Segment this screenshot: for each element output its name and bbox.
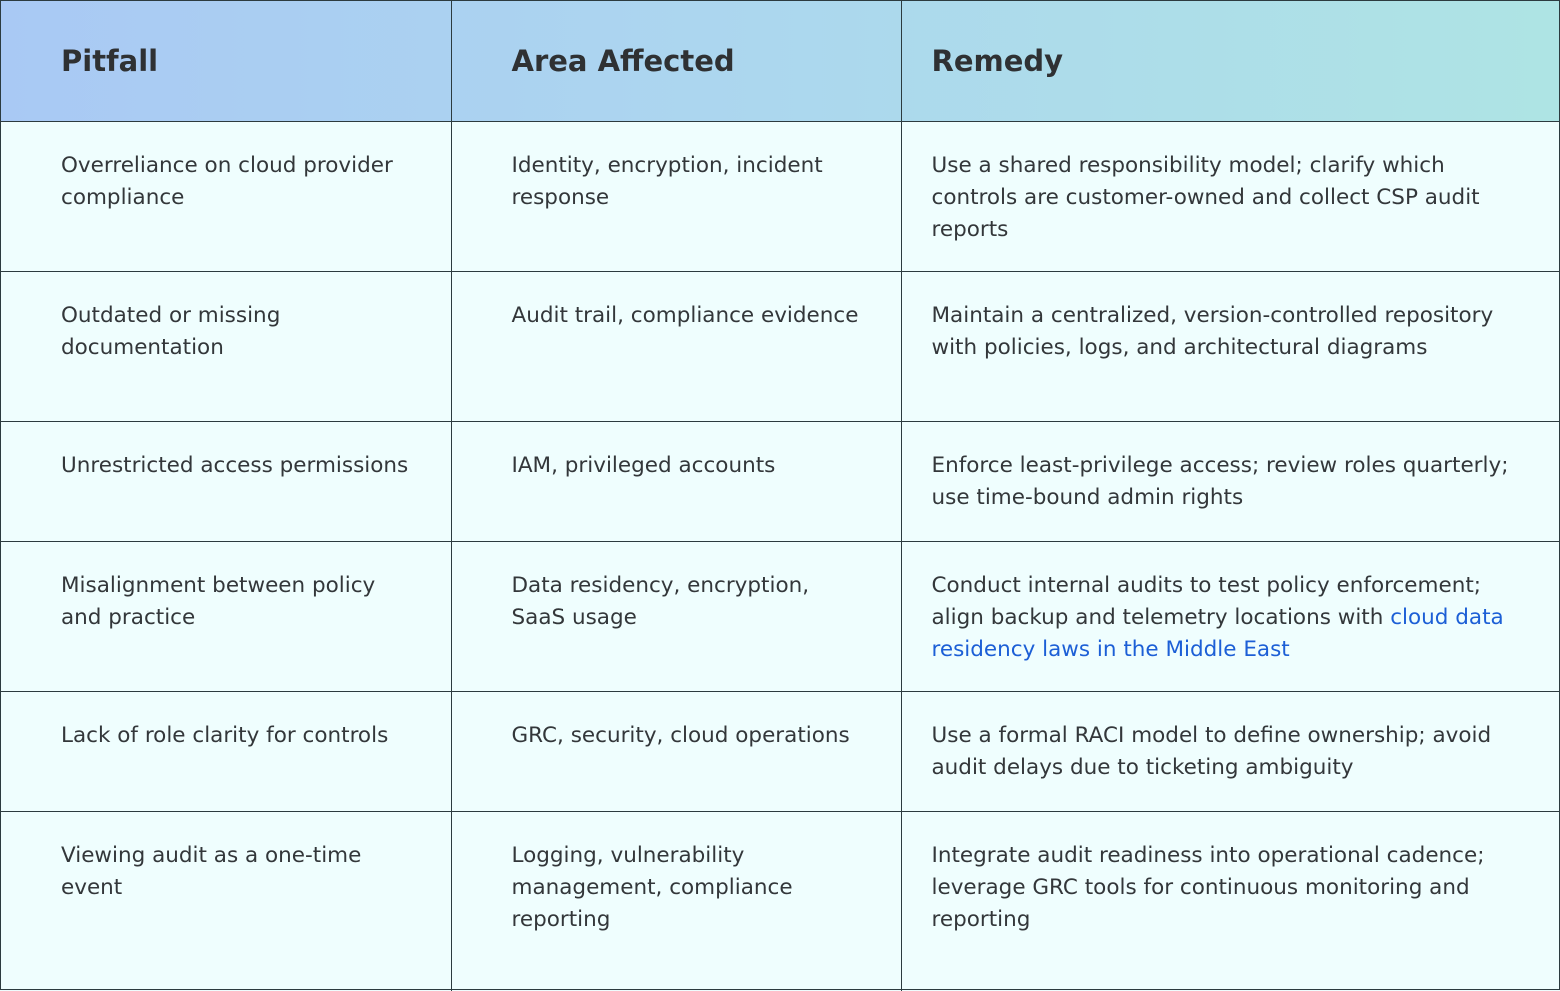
header-pitfall: Pitfall [1, 1, 451, 121]
remedy-cell: Enforce least-privilege access; review roles quarterly; use time-bound admin rights [901, 421, 1559, 541]
table-body [1, 121, 1559, 991]
table-row [1, 271, 1559, 421]
remedy-cell [901, 541, 1559, 691]
area-cell: Audit trail, compliance evidence [451, 271, 901, 421]
area-cell: Logging, vulnerability management, compliance reporting [451, 811, 901, 991]
data-residency-link[interactable]: cloud data residency laws in the Middle East [931, 604, 1504, 662]
pitfall-cell: Unrestricted access permissions [1, 421, 451, 541]
table-row [1, 541, 1559, 691]
header-area-affected: Area Affected [451, 1, 901, 121]
remedy-cell: Use a shared responsibility model; clarify which controls are customer-owned and collect CSP audit reports [901, 121, 1559, 271]
table-row [1, 691, 1559, 811]
pitfalls-table [1, 1, 1559, 991]
header-remedy: Remedy [901, 1, 1559, 121]
pitfall-cell: Misalignment between policy and practice [1, 541, 451, 691]
remedy-text: Conduct internal audits to test policy enforcement; align backup and telemetry locations with [931, 572, 1481, 630]
pitfall-cell: Overreliance on cloud provider compliance [1, 121, 451, 271]
table-row [1, 811, 1559, 991]
header-row [1, 1, 1559, 121]
table-row [1, 421, 1559, 541]
pitfall-cell: Viewing audit as a one-time event [1, 811, 451, 991]
table-header [1, 1, 1559, 121]
area-cell: GRC, security, cloud operations [451, 691, 901, 811]
table-row [1, 121, 1559, 271]
remedy-cell: Use a formal RACI model to define ownership; avoid audit delays due to ticketing ambiguity [901, 691, 1559, 811]
area-cell: IAM, privileged accounts [451, 421, 901, 541]
remedy-cell: Maintain a centralized, version-controlled repository with policies, logs, and architectural diagrams [901, 271, 1559, 421]
area-cell: Identity, encryption, incident response [451, 121, 901, 271]
area-cell: Data residency, encryption, SaaS usage [451, 541, 901, 691]
remedy-cell: Integrate audit readiness into operational cadence; leverage GRC tools for continuous monitoring and reporting [931, 842, 1485, 932]
pitfall-cell: Outdated or missing documentation [1, 271, 451, 421]
pitfall-cell: Lack of role clarity for controls [1, 691, 451, 811]
